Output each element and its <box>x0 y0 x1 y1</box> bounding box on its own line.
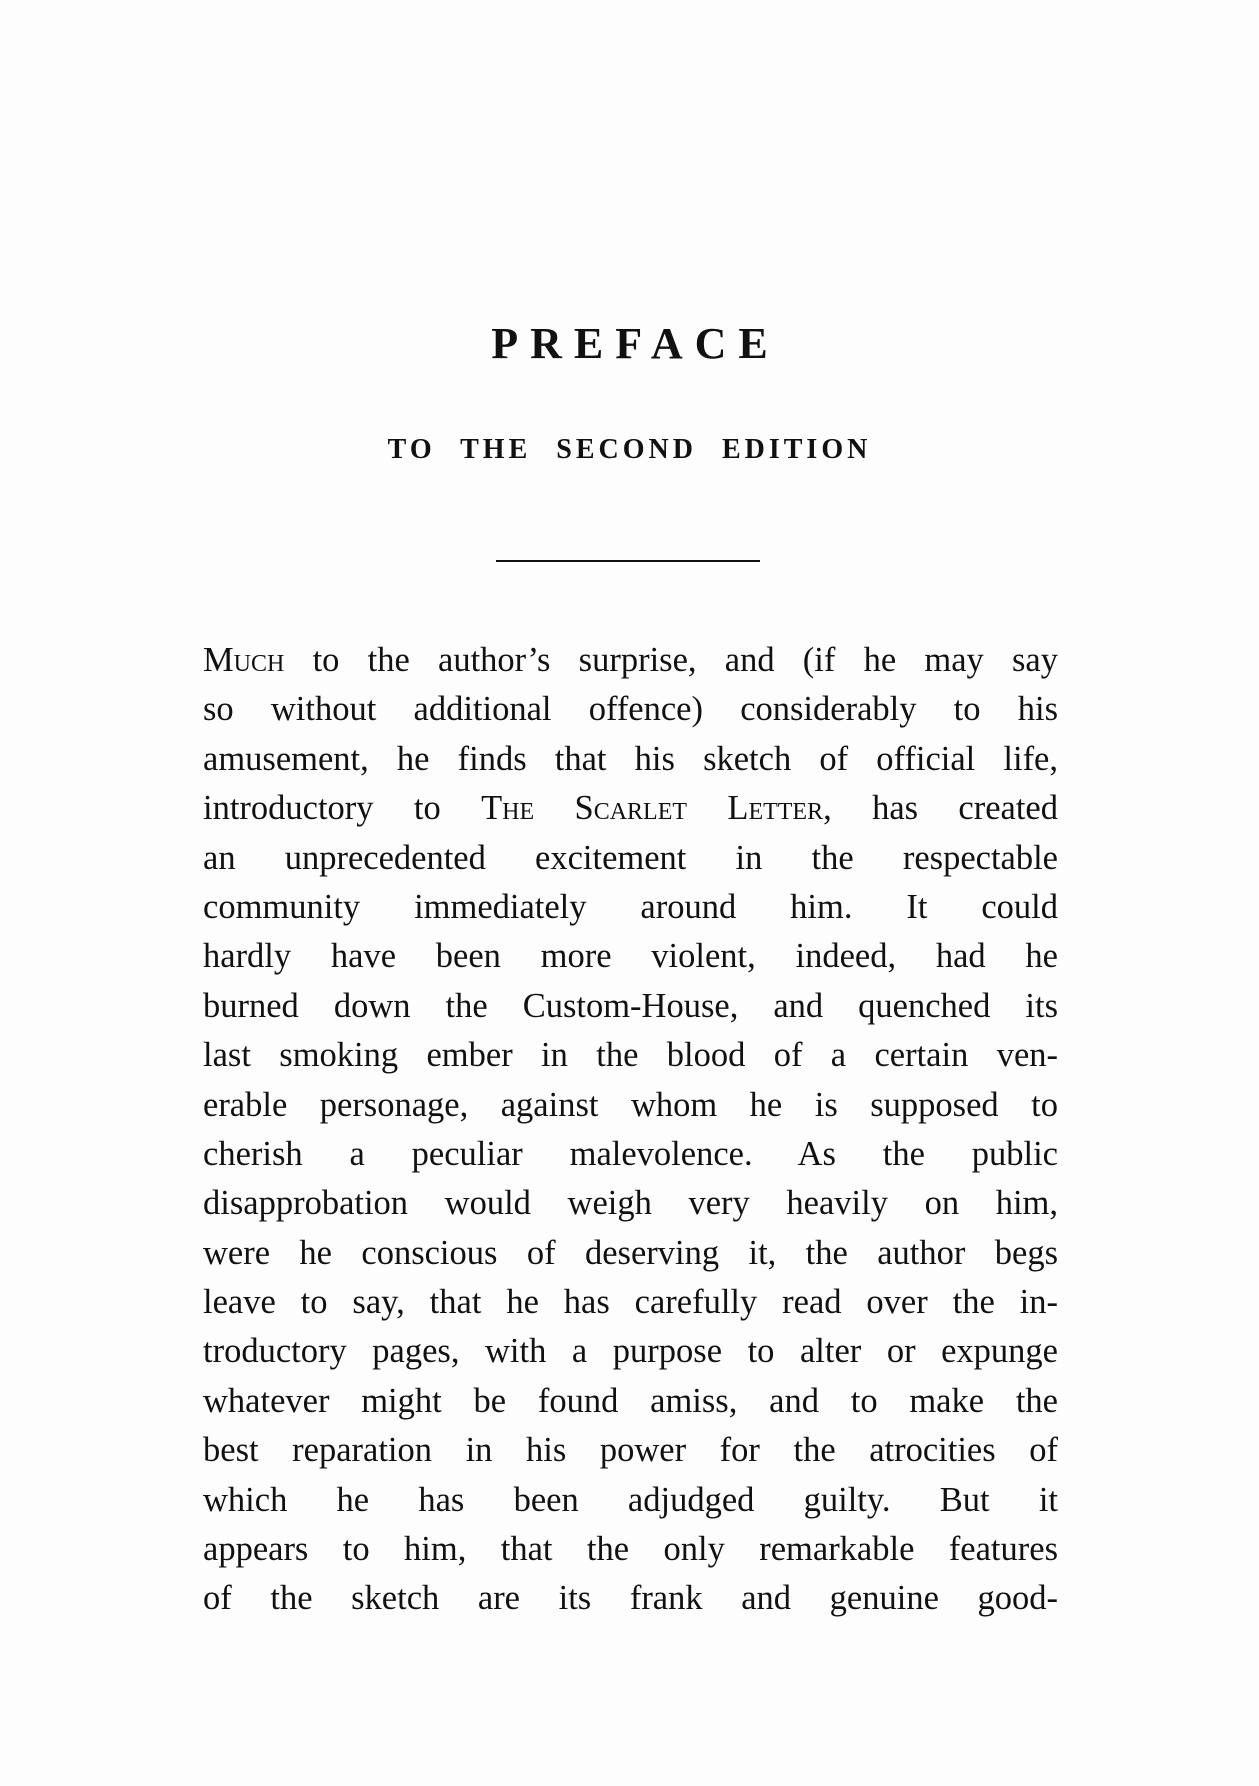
text-line: cherish a peculiar malevolence. As the public <box>203 1134 1058 1173</box>
text-line: amusement, he finds that his sketch of official life, <box>203 739 1058 778</box>
text-line: which he has been adjudged guilty. But it <box>203 1480 1058 1519</box>
page-subtitle <box>0 434 1259 466</box>
text-line: of the sketch are its frank and genuine good- <box>203 1579 1058 1618</box>
text-line: best reparation in his power for the atrocities of <box>203 1431 1058 1470</box>
text-line: troductory pages, with a purpose to alter or expunge <box>203 1332 1058 1371</box>
text-line: last smoking ember in the blood of a certain ven- <box>203 1036 1058 1075</box>
text-line: introductory to The Scarlet Letter, has created <box>203 789 1058 828</box>
page-title: PREFACE <box>491 319 780 368</box>
text-line: disapprobation would weigh very heavily on him, <box>203 1184 1058 1223</box>
text-line: were he conscious of deserving it, the author begs <box>203 1233 1058 1272</box>
text-line: erable personage, against whom he is supposed to <box>203 1085 1058 1124</box>
subtitle-word: SECOND <box>556 434 697 465</box>
divider-rule <box>496 560 760 562</box>
text-line: whatever might be found amiss, and to make the <box>203 1381 1058 1420</box>
book-title: The Scarlet Letter <box>481 789 824 828</box>
preface-body <box>203 636 1058 1624</box>
text-line: leave to say, that he has carefully read over the in- <box>203 1283 1058 1322</box>
text-line: burned down the Custom-House, and quenched its <box>203 986 1058 1025</box>
text-line: an unprecedented excitement in the respectable <box>203 838 1058 877</box>
drop-word: Much <box>203 641 285 679</box>
subtitle-word: EDITION <box>721 434 872 465</box>
text-line: Much to the author’s surprise, and (if he may say <box>203 641 1058 679</box>
text-line: so without additional offence) considerably to his <box>203 690 1058 729</box>
subtitle-word: TO <box>387 434 436 465</box>
text-line: community immediately around him. It could <box>203 887 1058 926</box>
text-line: hardly have been more violent, indeed, had he <box>203 937 1058 976</box>
subtitle-word: THE <box>460 434 532 465</box>
text-line: appears to him, that the only remarkable features <box>203 1530 1058 1569</box>
